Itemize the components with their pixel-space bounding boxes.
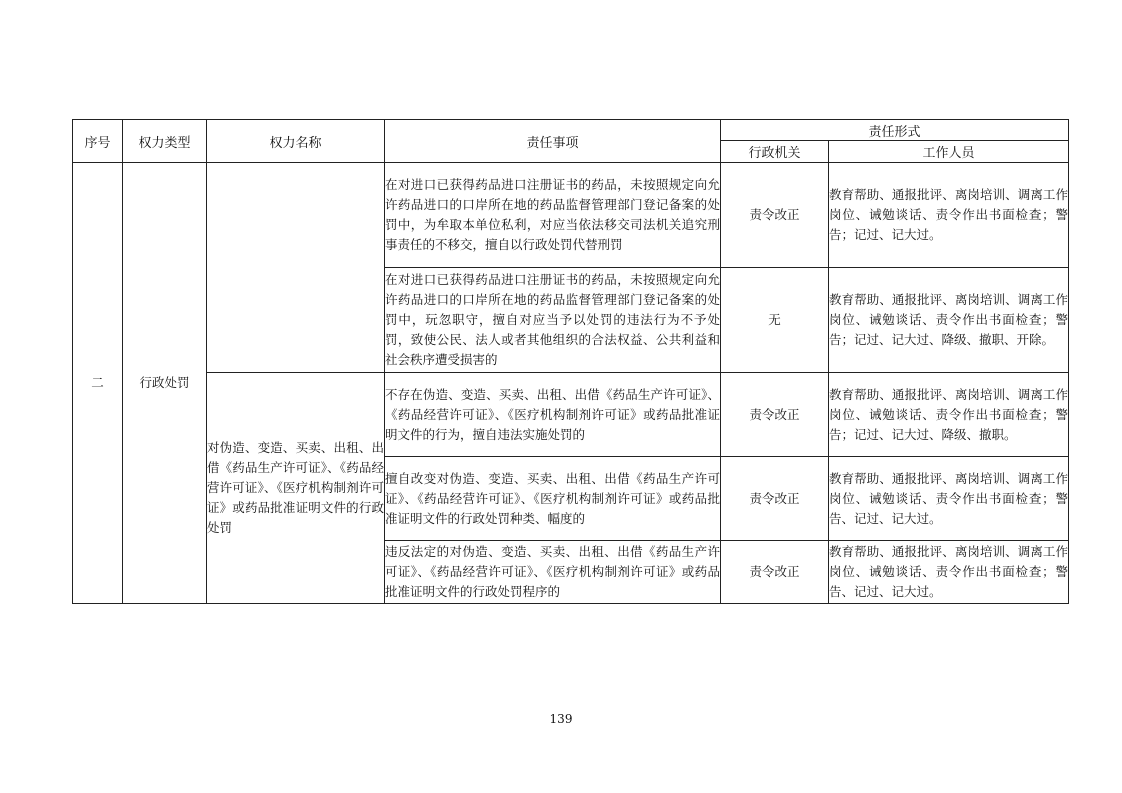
header-power-name: 权力名称 bbox=[207, 120, 385, 163]
power-name-cell-a bbox=[207, 163, 385, 373]
agency-cell: 责令改正 bbox=[721, 373, 829, 457]
seq-cell: 二 bbox=[73, 163, 123, 604]
header-responsibility-form: 责任形式 bbox=[721, 120, 1069, 141]
staff-cell: 教育帮助、通报批评、离岗培训、调离工作岗位、诫勉谈话、责令作出书面检查；警告；记过、记大过。 bbox=[829, 163, 1069, 268]
power-type-cell: 行政处罚 bbox=[123, 163, 207, 604]
page-number: 139 bbox=[549, 712, 573, 726]
responsibility-item: 擅自改变对伪造、变造、买卖、出租、出借《药品生产许可证》、《药品经营许可证》、《医疗机构制剂许可证》或药品批准证明文件的行政处罚种类、幅度的 bbox=[385, 457, 721, 541]
agency-cell: 无 bbox=[721, 268, 829, 373]
responsibility-item: 在对进口已获得药品进口注册证书的药品，未按照规定向允许药品进口的口岸所在地的药品监督管理部门登记备案的处罚中，玩忽职守，擅自对应当予以处罚的违法行为不予处罚，致使公民、法人或者其他组织的合法权益、公共利益和社会秩序遭受损害的 bbox=[385, 268, 721, 373]
staff-cell: 教育帮助、通报批评、离岗培训、调离工作岗位、诫勉谈话、责令作出书面检查；警告；记过、记大过、降级、撤职、开除。 bbox=[829, 268, 1069, 373]
agency-cell: 责令改正 bbox=[721, 541, 829, 604]
header-power-type: 权力类型 bbox=[123, 120, 207, 163]
table-row bbox=[73, 373, 1069, 457]
responsibility-item: 不存在伪造、变造、买卖、出租、出借《药品生产许可证》、《药品经营许可证》、《医疗机构制剂许可证》或药品批准证明文件的行为，擅自违法实施处罚的 bbox=[385, 373, 721, 457]
responsibility-item: 违反法定的对伪造、变造、买卖、出租、出借《药品生产许可证》、《药品经营许可证》、《医疗机构制剂许可证》或药品批准证明文件的行政处罚程序的 bbox=[385, 541, 721, 604]
header-seq: 序号 bbox=[73, 120, 123, 163]
power-name-cell-b: 对伪造、变造、买卖、出租、出借《药品生产许可证》、《药品经营许可证》、《医疗机构制剂许可证》或药品批准证明文件的行政处罚 bbox=[207, 373, 385, 604]
responsibility-table bbox=[72, 119, 1069, 604]
staff-cell: 教育帮助、通报批评、离岗培训、调离工作岗位、诫勉谈话、责令作出书面检查；警告；记过、记大过、降级、撤职。 bbox=[829, 373, 1069, 457]
header-staff: 工作人员 bbox=[829, 141, 1069, 163]
table-row bbox=[73, 163, 1069, 268]
header-responsibility: 责任事项 bbox=[385, 120, 721, 163]
staff-cell: 教育帮助、通报批评、离岗培训、调离工作岗位、诫勉谈话、责令作出书面检查；警告、记过、记大过。 bbox=[829, 457, 1069, 541]
agency-cell: 责令改正 bbox=[721, 457, 829, 541]
agency-cell: 责令改正 bbox=[721, 163, 829, 268]
staff-cell: 教育帮助、通报批评、离岗培训、调离工作岗位、诫勉谈话、责令作出书面检查；警告、记过、记大过。 bbox=[829, 541, 1069, 604]
header-agency: 行政机关 bbox=[721, 141, 829, 163]
responsibility-item: 在对进口已获得药品进口注册证书的药品，未按照规定向允许药品进口的口岸所在地的药品监督管理部门登记备案的处罚中，为牟取本单位私利，对应当依法移交司法机关追究刑事责任的不移交，擅自以行政处罚代替刑罚 bbox=[385, 163, 721, 268]
